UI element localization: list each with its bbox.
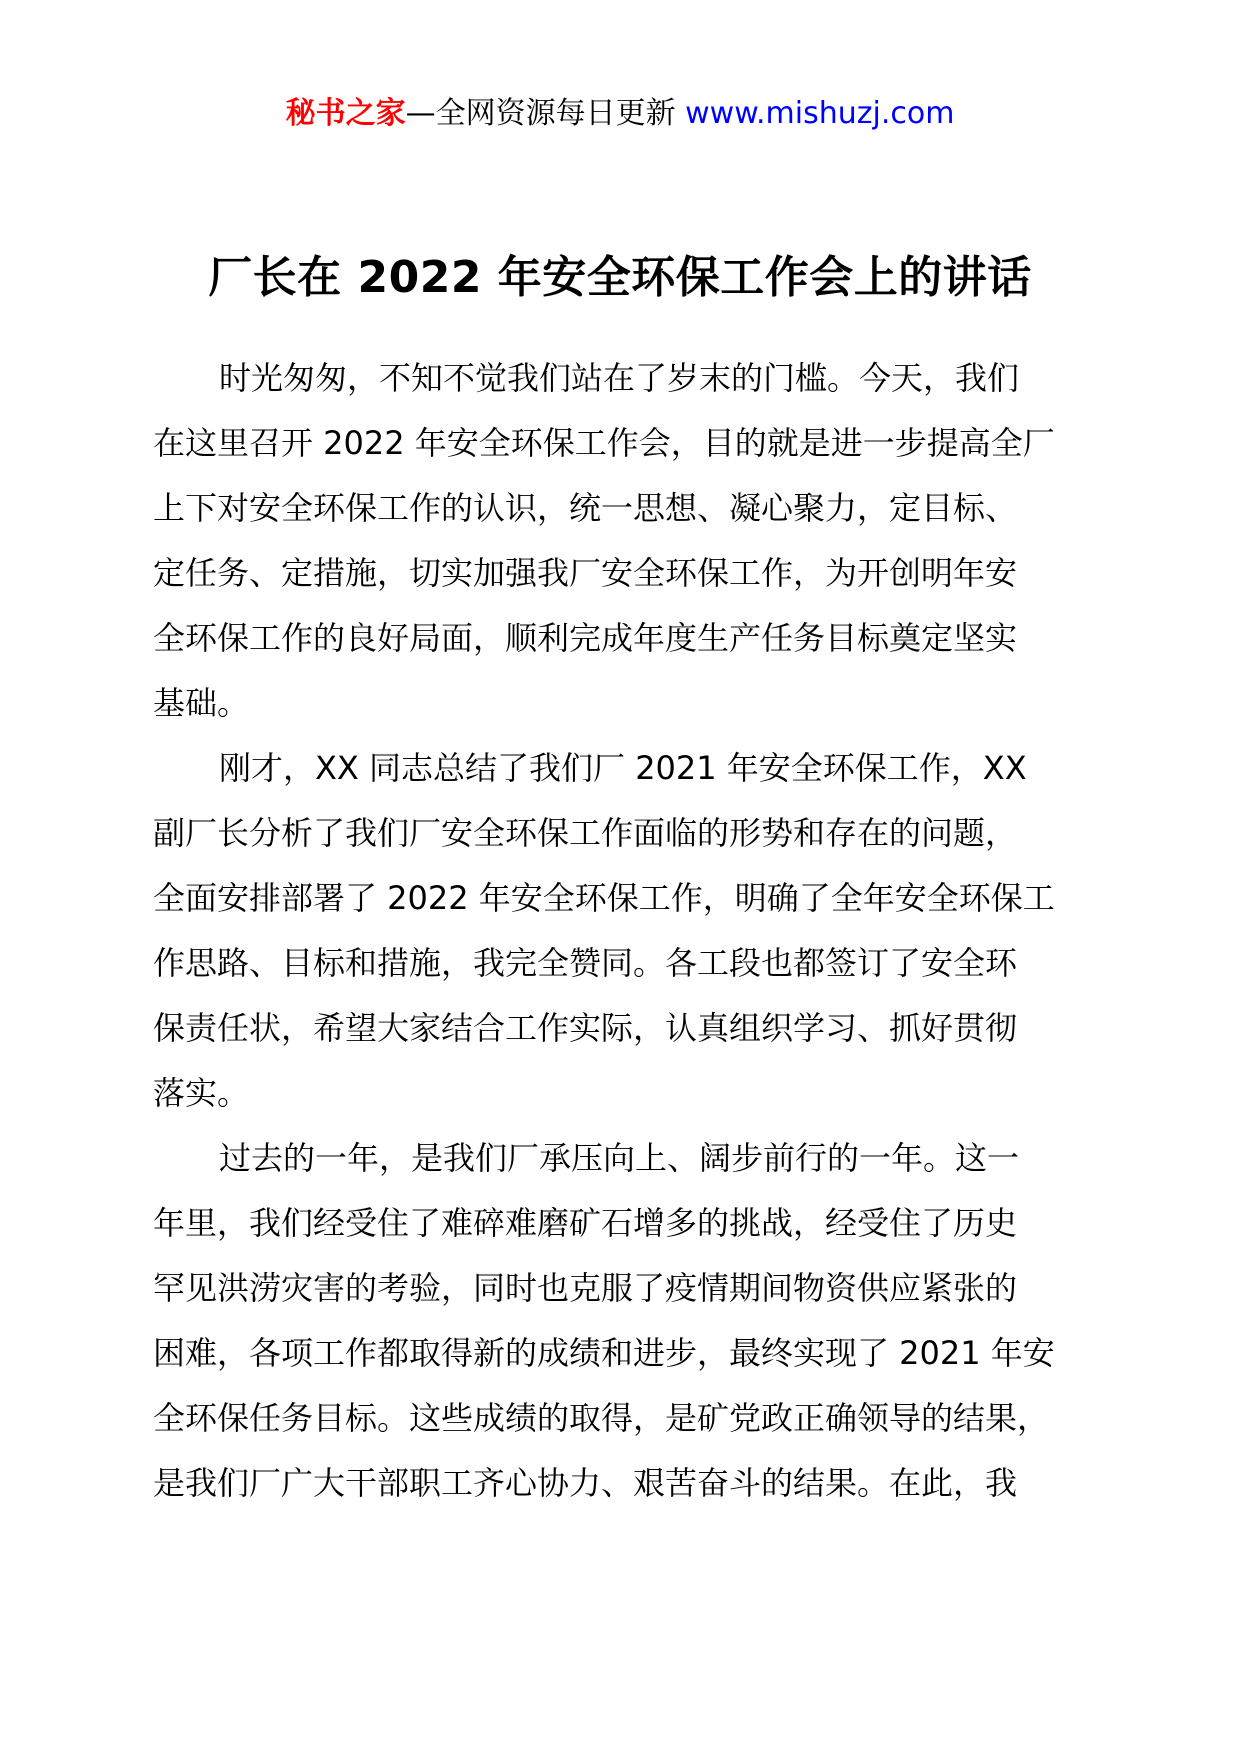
paragraph-line: 全环保任务目标。这些成绩的取得，是矿党政正确领导的结果， <box>153 1399 1050 1437</box>
header-tagline: —全网资源每日更新 <box>405 96 676 131</box>
paragraph-line: 困难，各项工作都取得新的成绩和进步，最终实现了 2021 年安 <box>153 1334 1055 1372</box>
paragraph-3 <box>153 1126 1103 1516</box>
paragraph-line: 时光匆匆，不知不觉我们站在了岁末的门槛。今天，我们 <box>219 359 1020 397</box>
paragraph-line: 副厂长分析了我们厂安全环保工作面临的形势和存在的问题， <box>153 814 1018 852</box>
paragraph-2 <box>153 736 1103 1126</box>
document-body <box>153 346 1103 1516</box>
paragraph-line: 上下对安全环保工作的认识，统一思想、凝心聚力，定目标、 <box>153 489 1018 527</box>
document-title: 厂长在 2022 年安全环保工作会上的讲话 <box>208 252 1032 303</box>
paragraph-line: 刚才，XX 同志总结了我们厂 2021 年安全环保工作，XX <box>219 749 1027 787</box>
paragraph-line: 作思路、目标和措施，我完全赞同。各工段也都签订了安全环 <box>153 944 1018 982</box>
paragraph-line: 年里，我们经受住了难碎难磨矿石增多的挑战，经受住了历史 <box>153 1204 1018 1242</box>
paragraph-line: 全面安排部署了 2022 年安全环保工作，明确了全年安全环保工 <box>153 879 1055 917</box>
site-header <box>0 94 1240 134</box>
paragraph-line: 保责任状，希望大家结合工作实际，认真组织学习、抓好贯彻 <box>153 1009 1018 1047</box>
paragraph-line: 罕见洪涝灾害的考验，同时也克服了疫情期间物资供应紧张的 <box>153 1269 1018 1307</box>
brand-name: 秘书之家 <box>285 96 406 131</box>
paragraph-line: 落实。 <box>153 1074 250 1112</box>
paragraph-line: 定任务、定措施，切实加强我厂安全环保工作，为开创明年安 <box>153 554 1018 592</box>
paragraph-line: 基础。 <box>153 684 250 722</box>
site-url-link[interactable]: www.mishuzj.com <box>685 96 955 131</box>
paragraph-1 <box>153 346 1103 736</box>
paragraph-line: 全环保工作的良好局面，顺利完成年度生产任务目标奠定坚实 <box>153 619 1018 657</box>
paragraph-line: 过去的一年，是我们厂承压向上、阔步前行的一年。这一 <box>219 1139 1020 1177</box>
paragraph-line: 在这里召开 2022 年安全环保工作会，目的就是进一步提高全厂 <box>153 424 1055 462</box>
paragraph-line: 是我们厂广大干部职工齐心协力、艰苦奋斗的结果。在此，我 <box>153 1464 1018 1502</box>
